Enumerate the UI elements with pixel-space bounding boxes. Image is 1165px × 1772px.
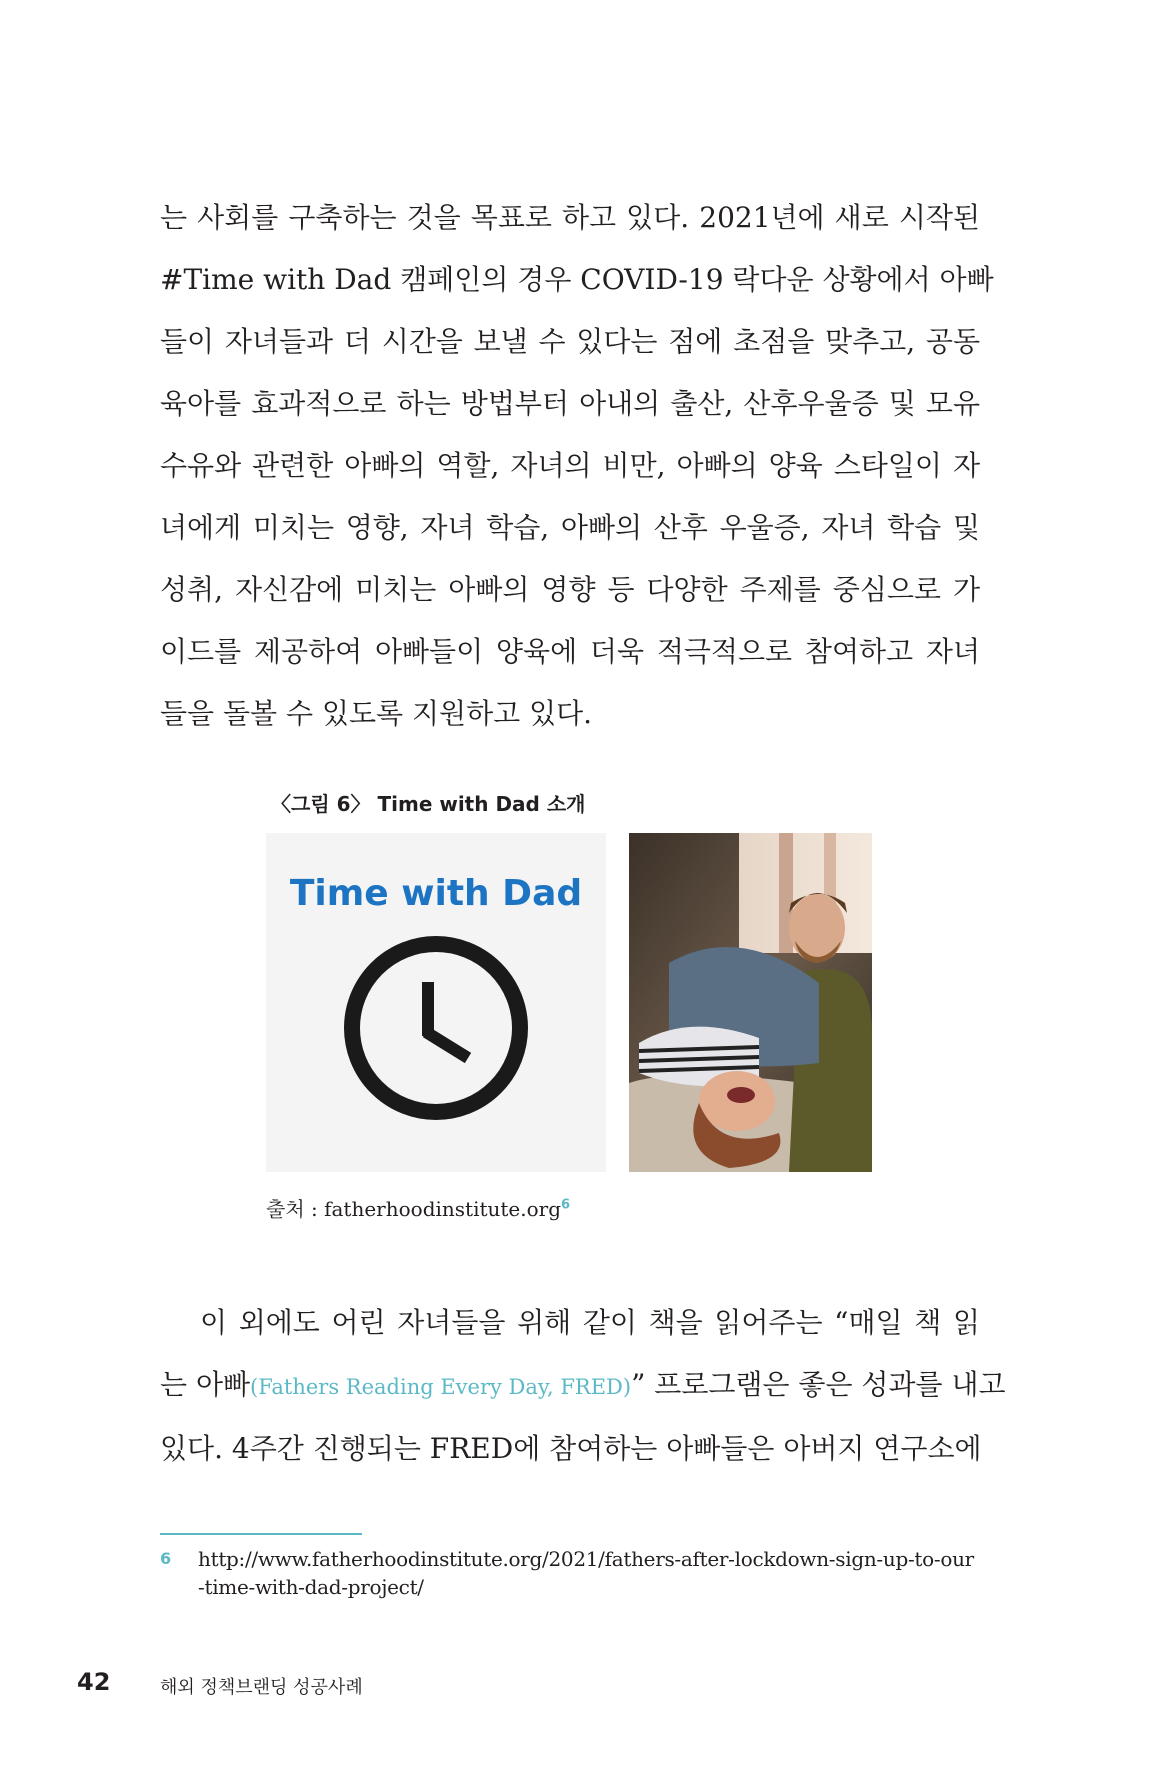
logo-title: Time with Dad [289,873,583,914]
paragraph-line: 성취, 자신감에 미치는 아빠의 영향 등 다양한 주제를 중심으로 가 [160,573,980,606]
clock-icon [342,934,530,1122]
footnote-url: http://www.fatherhoodinstitute.org/2021/fathers-after-lockdown-sign-up-to-our-time-with-dad-project/ [198,1547,974,1599]
figure-caption: 〈그림 6〉 Time with Dad 소개 [271,792,586,816]
footnote-divider [160,1533,362,1535]
paragraph-line: 는 사회를 구축하는 것을 목표로 하고 있다. 2021년에 새로 시작된 [160,201,980,234]
body-paragraph-1 [160,187,994,745]
source-label: 출처 : fatherhoodinstitute.org [266,1197,562,1221]
paragraph-line: #Time with Dad 캠페인의 경우 COVID-19 락다운 상황에서 아빠 [160,263,994,296]
photo-illustration [629,833,872,1172]
line-text: ” 프로그램은 좋은 성과를 내고 [631,1368,1006,1401]
fred-english-name: (Fathers Reading Every Day, FRED) [250,1375,632,1399]
footnote-reference: 6 [561,1197,571,1213]
figure-source [266,1193,570,1222]
paragraph-line: 있다. 4주간 진행되는 FRED에 참여하는 아빠들은 아버지 연구소에 [160,1432,982,1465]
page-number: 42 [77,1668,111,1696]
paragraph-line: 이 외에도 어린 자녀들을 위해 같이 책을 읽어주는 “매일 책 읽 [200,1306,980,1339]
footnote [160,1545,980,1601]
paragraph-line: 들을 돌볼 수 있도록 지원하고 있다. [160,697,593,730]
paragraph-line [160,1354,1006,1418]
father-and-daughter-laughing-photo [629,833,872,1172]
paragraph-line: 들이 자녀들과 더 시간을 보낼 수 있다는 점에 초점을 맞추고, 공동 [160,325,980,358]
paragraph-line: 녀에게 미치는 영향, 자녀 학습, 아빠의 산후 우울증, 자녀 학습 및 [160,511,980,544]
running-title: 해외 정책브랜딩 성공사례 [160,1677,363,1698]
line-text: 는 아빠 [160,1368,251,1401]
paragraph-line: 이드를 제공하여 아빠들이 양육에 더욱 적극적으로 참여하고 자녀 [160,635,980,668]
footnote-number: 6 [160,1549,172,1568]
paragraph-line: 수유와 관련한 아빠의 역할, 자녀의 비만, 아빠의 양육 스타일이 자 [160,449,980,482]
body-paragraph-2 [160,1292,1006,1480]
time-with-dad-logo [266,833,606,1172]
paragraph-line: 육아를 효과적으로 하는 방법부터 아내의 출산, 산후우울증 및 모유 [160,387,980,420]
